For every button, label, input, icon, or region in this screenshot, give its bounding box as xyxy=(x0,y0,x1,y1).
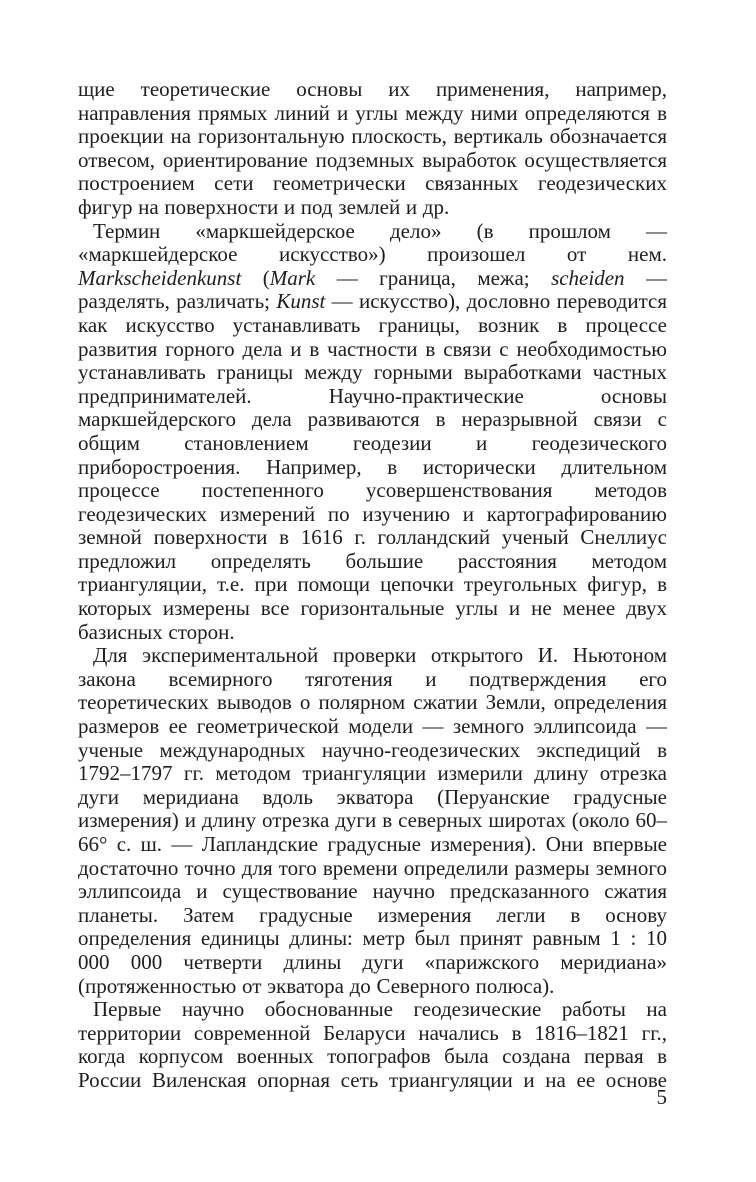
paragraph xyxy=(78,644,667,998)
paragraph xyxy=(78,78,667,220)
text-run: Первые научно обоснованные геодезические работы на территории современной Беларуси начались в 1816–1821 гг., когда корпусом военных топографов была создана первая в России Виленская опорная сеть триангуляции и на ее основе xyxy=(78,997,667,1092)
text-run: — разделять, различать; xyxy=(78,265,667,314)
text-run: Для экспериментальной проверки открытого И. Ньютоном закона всемирного тяготения и подтверждения его теоретических выводов о полярном сжатии Земли, определения размеров ее геометрической модели — земного эллипсоида — ученые международных научно-геодезических экспедиций в 1792–1797 гг. методом триангуляции измерили длину отрезка дуги меридиана вдоль экватора (Перуанские градусные измерения) и длину отрезка дуги в северных широтах (около 60–66° с. ш. — Лапландские градусные измерения). Они впервые достаточно точно для того времени определили размеры земного эллипсоида и существование научно предсказанного сжатия планеты. Затем градусные измерения легли в основу определения единицы длины: метр был принят равным 1 : 10 000 000 четверти длины дуги «парижского меридиана» (протяженностью от экватора до Северного полюса). xyxy=(78,643,667,998)
italic-term: scheiden xyxy=(551,265,625,290)
text-run: ( xyxy=(241,265,270,290)
text-block xyxy=(78,78,667,1093)
text-run: щие теоретические основы их применения, например, направления прямых линий и углы между ними определяются в проекции на горизонтальную плоскость, вертикаль обозначается отвесом, ориентирование подземных выработок осуществляется построением сети геометрически связанных геодезических фигур на поверхности и под землей и др. xyxy=(78,77,667,219)
italic-term: Kunst xyxy=(276,289,326,314)
text-run: — граница, межа; xyxy=(315,265,552,290)
italic-term: Mark xyxy=(269,265,316,290)
italic-term: Markscheidenkunst xyxy=(78,265,242,290)
paragraph xyxy=(78,220,667,645)
page-number: 5 xyxy=(656,1085,667,1109)
paragraph xyxy=(78,998,667,1092)
text-run: Термин «маркшейдерское дело» (в прошлом — «маркшейдерское искусство») произошел от нем. xyxy=(78,218,667,267)
text-run: — искусство), дословно переводится как искусство устанавливать границы, возник в процессе развития горного дела и в частности в связи с необходимостью устанавливать границы между горными выработками частных предпринимателей. Научно-практические основы маркшейдерского дела развиваются в неразрывной связи с общим становлением геодезии и геодезического приборостроения. Например, в исторически длительном процессе постепенного усовершенствования методов геодезических измерений по изучению и картографированию земной поверхности в 1616 г. голландский ученый Снеллиус предложил определять большие расстояния методом триангуляции, т.е. при помощи цепочки треугольных фигур, в которых измерены все горизонтальные углы и не менее двух базисных сторон. xyxy=(78,289,667,644)
